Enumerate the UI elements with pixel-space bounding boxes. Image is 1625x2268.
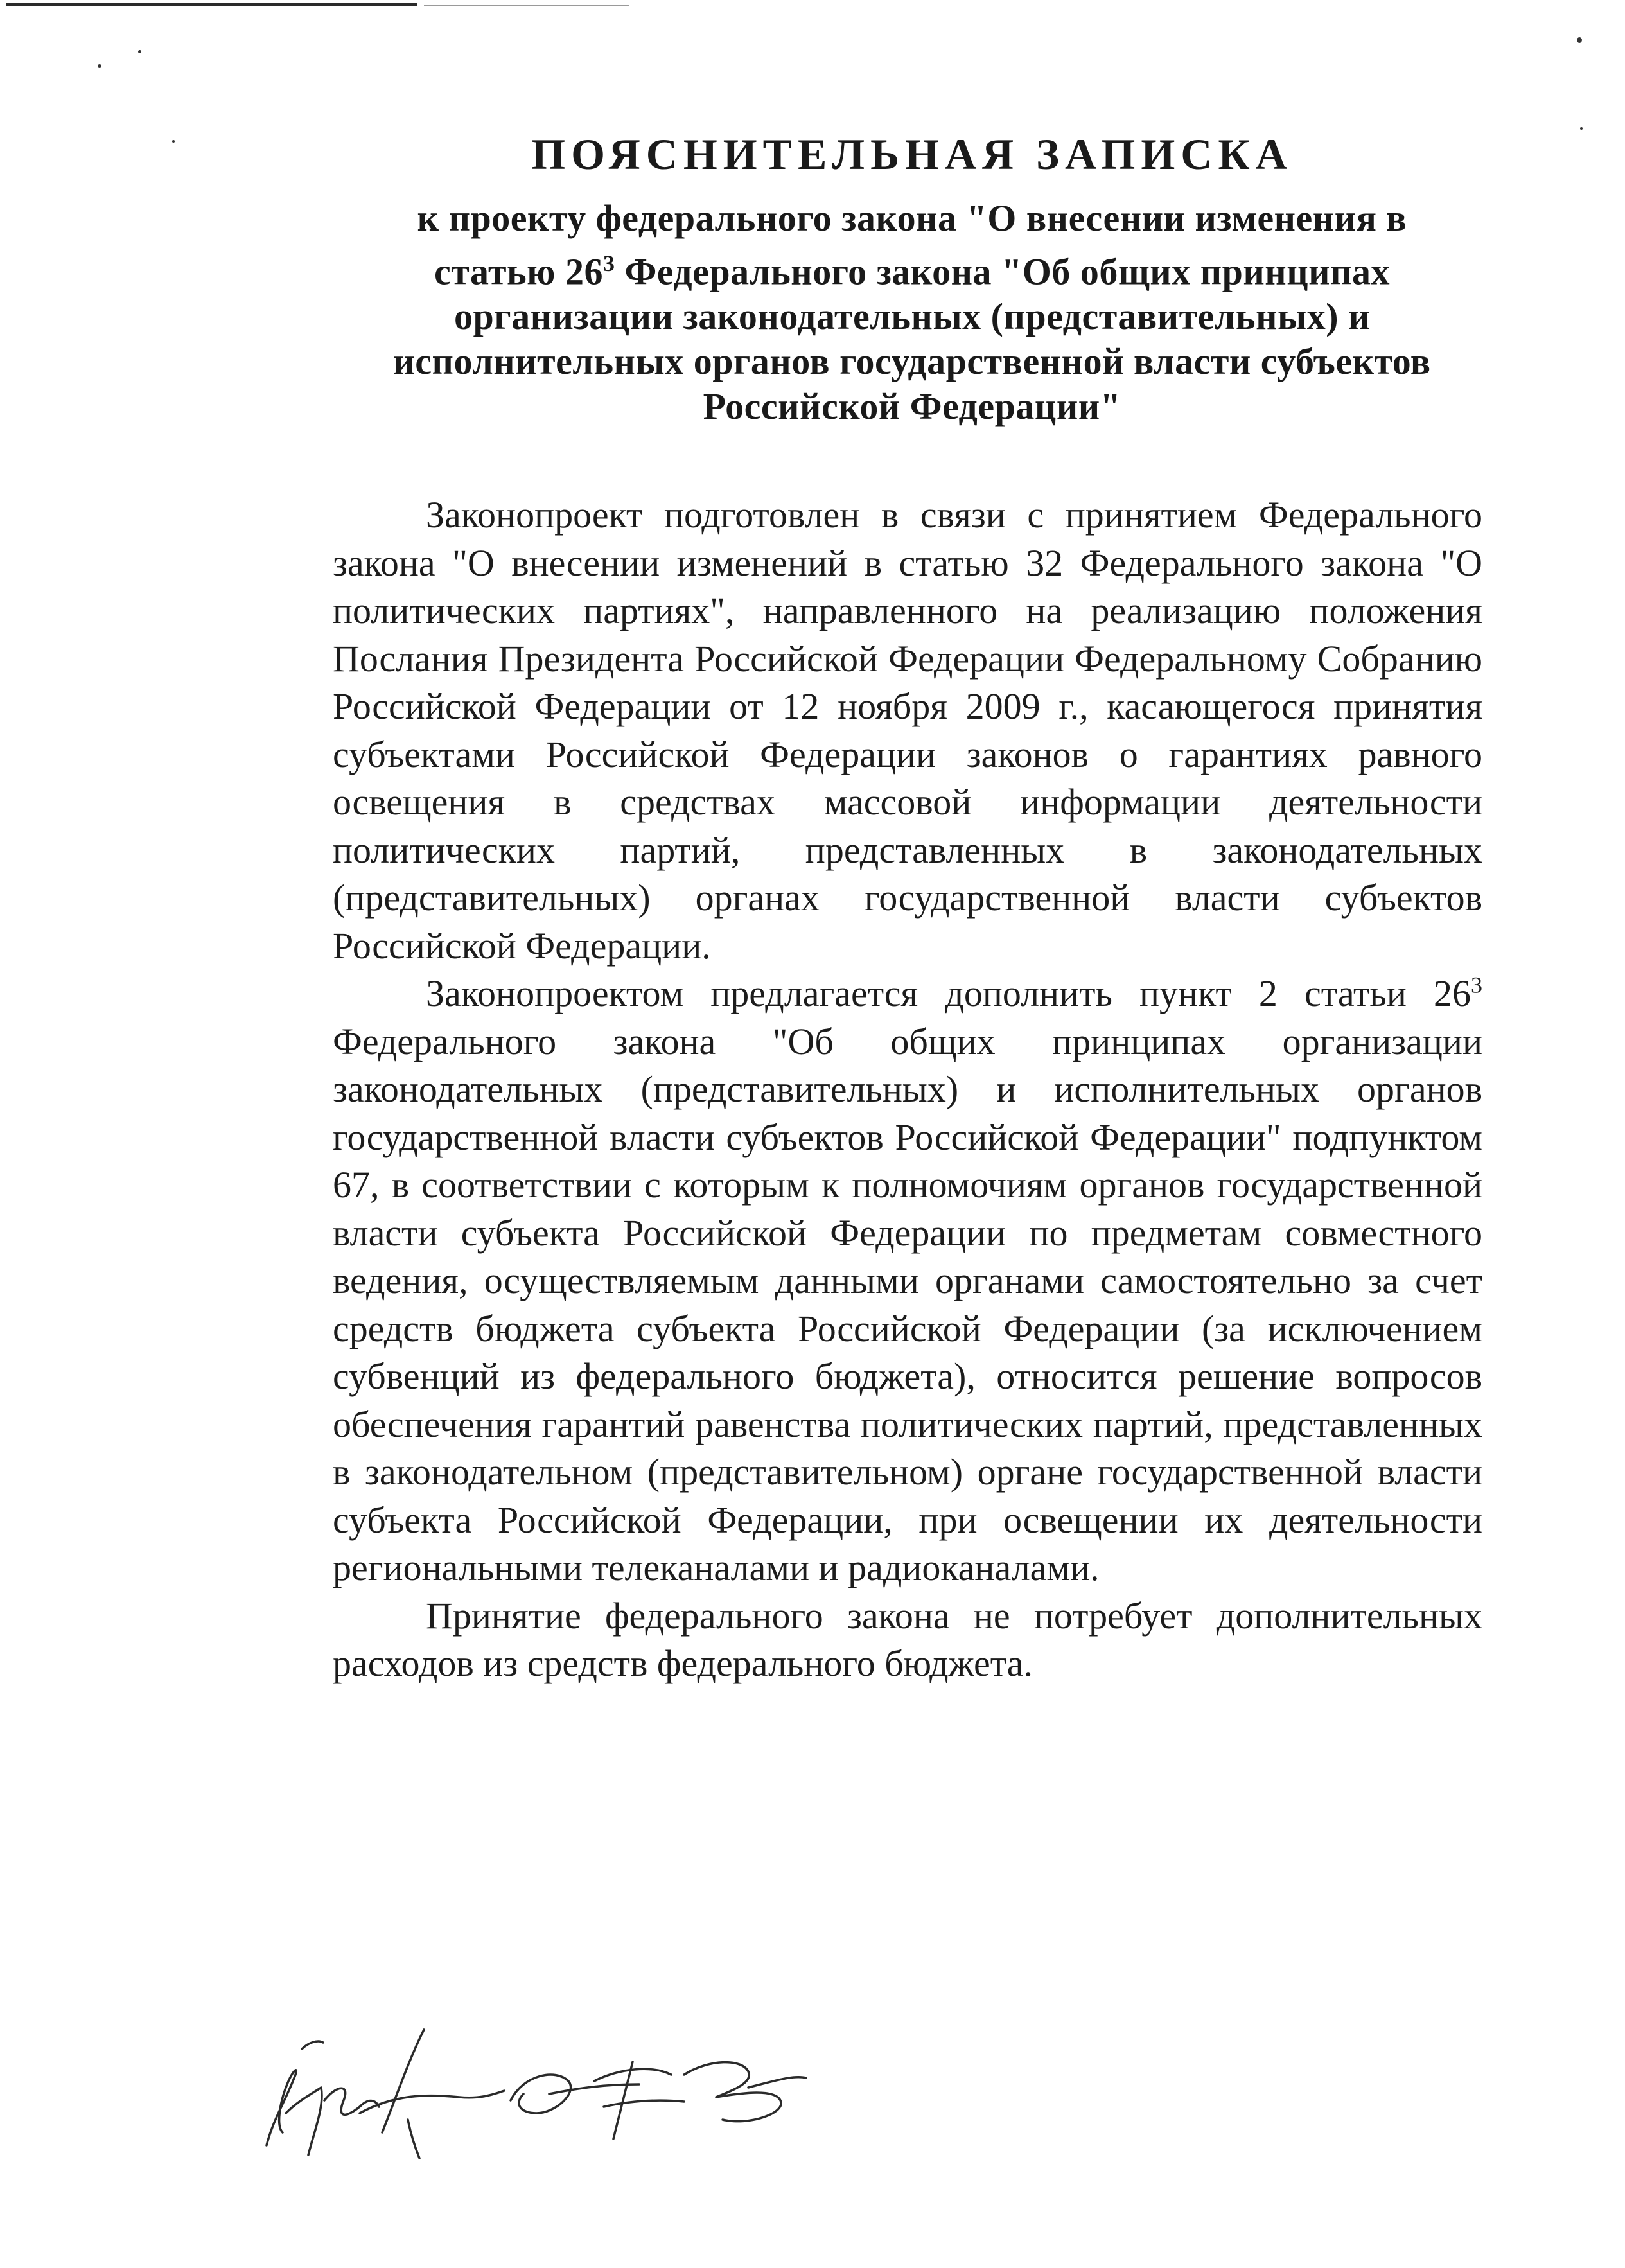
- body-paragraph: Принятие федерального закона не потребует дополнительных расходов из средств федерального бюджета.: [333, 1594, 1482, 1684]
- signature-icon: [247, 2023, 864, 2165]
- scan-speck: [138, 50, 141, 53]
- scan-speck: [1580, 127, 1583, 130]
- scan-speck: [1577, 37, 1582, 43]
- subtitle-line: статью $26^3$ Федерального закона "Об общих принципах: [434, 251, 1390, 293]
- scan-speck: [172, 140, 175, 143]
- body-paragraph: Законопроектом предлагается дополнить пункт 2 статьи $26^3$ Федерального закона "Об общих принципах организации законодательных (представительных) и исполнительных органов государственной власти субъектов Российской Федерации" подпунктом 67, в соответствии с которым к полномочиям органов государственной власти субъекта Российской Федерации по предметам совместного ведения, осуществляемым данными органами самостоятельно за счет средств бюджета субъекта Российской Федерации (за исключением субвенций из федерального бюджета), относится решение вопросов обеспечения гарантий равенства политических партий, представленных в законодательном (представительном) органе государственной власти субъекта Российской Федерации, при освещении их деятельности региональными телеканалами и радиоканалами.: [333, 972, 1482, 1588]
- body-paragraph: Законопроект подготовлен в связи с принятием Федерального закона "О внесении изменений в статью 32 Федерального закона "О политических партиях", направленного на реализацию положения Послания Президента Российской Федерации Федеральному Собранию Российской Федерации от 12 ноября 2009 г., касающегося принятия субъектами Российской Федерации законов о гарантиях равного освещения в средствах массовой информации деятельности политических партий, представленных в законодательных (представительных) органах государственной власти субъектов Российской Федерации.: [333, 494, 1482, 967]
- subtitle-line: исполнительных органов государственной власти субъектов: [393, 340, 1431, 383]
- document-title: ПОЯСНИТЕЛЬНАЯ ЗАПИСКА: [531, 130, 1293, 179]
- scan-speck: [98, 64, 101, 68]
- scan-artifact-line: [6, 3, 417, 6]
- document-subtitle: [308, 196, 1516, 429]
- document-body: [333, 491, 1482, 1688]
- scan-artifact-line: [424, 5, 629, 6]
- subtitle-line: организации законодательных (представительных) и: [453, 295, 1371, 338]
- subtitle-line: к проекту федерального закона "О внесении изменения в: [417, 197, 1407, 239]
- subtitle-line: Российской Федерации": [703, 385, 1121, 428]
